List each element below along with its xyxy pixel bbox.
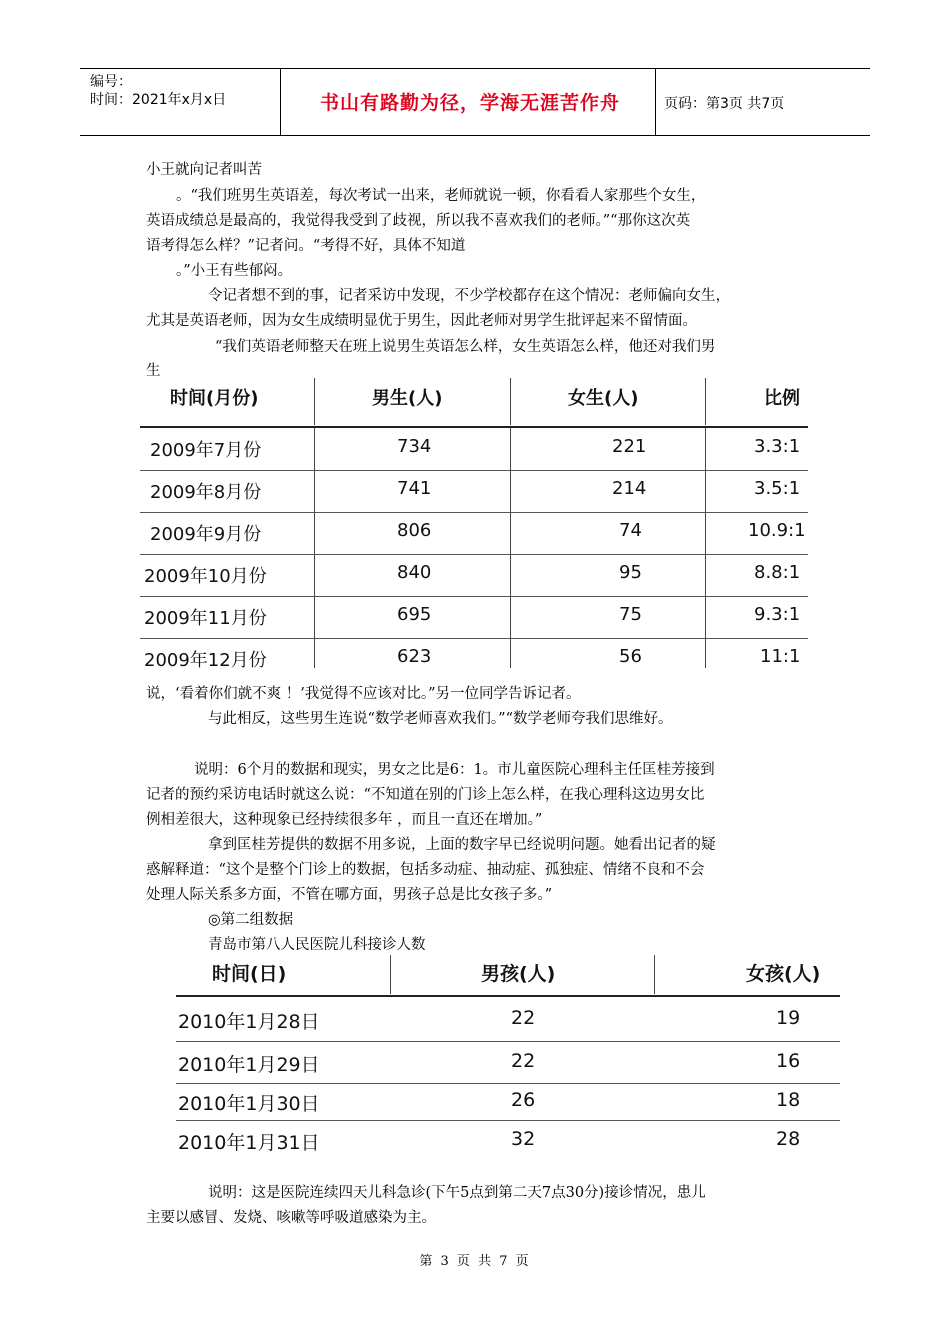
table-header-cell: 比例 bbox=[764, 388, 800, 409]
table-cell: 95 bbox=[619, 562, 642, 583]
table-cell: 2009年9月份 bbox=[150, 524, 262, 545]
table-cell: 16 bbox=[776, 1050, 801, 1072]
table-caption: 青岛市第八人民医院儿科接诊人数 bbox=[208, 937, 426, 953]
paragraph-line: 说明：这是医院连续四天儿科急诊(下午5点到第二天7点30分)接诊情况，患儿 bbox=[208, 1185, 706, 1201]
table-cell: 8.8:1 bbox=[754, 562, 801, 583]
table-row-rule bbox=[176, 1120, 840, 1121]
table-cell: 2009年8月份 bbox=[150, 482, 262, 503]
table-header-cell: 男孩(人) bbox=[481, 963, 556, 985]
header-top-rule bbox=[80, 68, 870, 69]
table-cell: 32 bbox=[511, 1128, 536, 1150]
table-cell: 26 bbox=[511, 1089, 536, 1111]
table-cell: 2009年12月份 bbox=[144, 650, 267, 671]
footer-page-number: 第 3 页 共 7 页 bbox=[419, 1254, 531, 1269]
table-cell: 734 bbox=[397, 436, 432, 457]
paragraph-line: 。“我们班男生英语差，每次考试一出来，老师就说一顿，你看看人家那些个女生， bbox=[176, 188, 706, 204]
paragraph-line: 例相差很大，这种现象已经持续很多年 ，而且一直还在增加。” bbox=[146, 812, 543, 828]
table-column-divider bbox=[510, 378, 511, 425]
table-cell: 75 bbox=[619, 604, 642, 625]
table-cell: 28 bbox=[776, 1128, 801, 1150]
paragraph-line: 主要以感冒、发烧、咳嗽等呼吸道感染为主。 bbox=[146, 1210, 436, 1226]
table-cell: 741 bbox=[397, 478, 432, 499]
table-column-divider bbox=[390, 955, 391, 994]
table-header-cell: 时间(日) bbox=[212, 963, 287, 985]
table-header-rule bbox=[140, 426, 808, 428]
table-cell: 2010年1月29日 bbox=[178, 1054, 320, 1076]
paragraph-line: 令记者想不到的事，记者采访中发现，不少学校都存在这个情况：老师偏向女生， bbox=[208, 288, 730, 304]
table-header-cell: 男生(人) bbox=[372, 388, 443, 409]
table-cell: 56 bbox=[619, 646, 642, 667]
table-column-divider bbox=[510, 428, 511, 668]
paragraph-line: 与此相反，这些男生连说“数学老师喜欢我们。”“数学老师夸我们思维好。 bbox=[208, 711, 673, 727]
table-cell: 74 bbox=[619, 520, 642, 541]
table-column-divider bbox=[314, 378, 315, 425]
table-cell: 2009年7月份 bbox=[150, 440, 262, 461]
paragraph-line: 生 bbox=[146, 363, 161, 379]
paragraph-line: 记者的预约采访电话时就这么说：“不知道在别的门诊上怎么样，在我心理科这边男女比 bbox=[146, 787, 705, 803]
table-row-rule bbox=[140, 470, 808, 471]
paragraph-line: “我们英语老师整天在班上说男生英语怎么样，女生英语怎么样，他还对我们男 bbox=[215, 339, 716, 355]
table-cell: 806 bbox=[397, 520, 432, 541]
table-row-rule bbox=[140, 638, 808, 639]
paragraph-line: 惑解释道：“这个是整个门诊上的数据，包括多动症、抽动症、孤独症、情绪不良和不会 bbox=[146, 862, 705, 878]
table-header-rule bbox=[176, 995, 840, 997]
table-row-rule bbox=[176, 1041, 840, 1042]
paragraph-line: 说明：6个月的数据和现实，男女之比是6：1。市儿童医院心理科主任匡桂芳接到 bbox=[194, 762, 715, 778]
table-cell: 22 bbox=[511, 1007, 536, 1029]
table-header-cell: 女生(人) bbox=[568, 388, 639, 409]
paragraph-line: 尤其是英语老师，因为女生成绩明显优于男生，因此老师对男学生批评起来不留情面。 bbox=[146, 313, 697, 329]
header-divider-right bbox=[655, 68, 656, 136]
table-cell: 9.3:1 bbox=[754, 604, 801, 625]
table-row-rule bbox=[176, 1083, 840, 1084]
table-row-rule bbox=[140, 554, 808, 555]
table-header-cell: 时间(月份) bbox=[170, 388, 259, 409]
paragraph-line: 说，‘看着你们就不爽 ！’我觉得不应该对比。”另一位同学告诉记者。 bbox=[146, 686, 581, 702]
table-cell: 10.9:1 bbox=[748, 520, 806, 541]
table-column-divider bbox=[654, 955, 655, 994]
table-cell: 18 bbox=[776, 1089, 801, 1111]
table-cell: 695 bbox=[397, 604, 432, 625]
table-cell: 2009年10月份 bbox=[144, 566, 267, 587]
table-cell: 3.5:1 bbox=[754, 478, 801, 499]
table-cell: 11:1 bbox=[760, 646, 801, 667]
table-header-cell: 女孩(人) bbox=[746, 963, 821, 985]
table-cell: 19 bbox=[776, 1007, 801, 1029]
table-cell: 214 bbox=[612, 478, 647, 499]
table-row-rule bbox=[140, 512, 808, 513]
table-cell: 840 bbox=[397, 562, 432, 583]
table-cell: 2010年1月28日 bbox=[178, 1011, 320, 1033]
paragraph-line: 英语成绩总是最高的，我觉得我受到了歧视，所以我不喜欢我们的老师。”“那你这次英 bbox=[146, 213, 691, 229]
paragraph-line: 。”小王有些郁闷。 bbox=[176, 263, 293, 279]
paragraph-line: 拿到匡桂芳提供的数据不用多说，上面的数字早已经说明问题。她看出记者的疑 bbox=[208, 837, 716, 853]
header-bottom-rule bbox=[80, 135, 870, 136]
paragraph-line: 处理人际关系多方面，不管在哪方面，男孩子总是比女孩子多。” bbox=[146, 887, 553, 903]
table-cell: 2009年11月份 bbox=[144, 608, 267, 629]
table-row-rule bbox=[140, 596, 808, 597]
paragraph-line: 小王就向记者叫苦 bbox=[146, 162, 262, 178]
header-divider-left bbox=[280, 68, 281, 136]
table-monthly-visits bbox=[140, 378, 820, 670]
table-column-divider bbox=[314, 428, 315, 668]
table-daily-visits bbox=[176, 955, 846, 1155]
table-cell: 221 bbox=[612, 436, 647, 457]
header-number-label: 编号： bbox=[90, 74, 132, 90]
table-column-divider bbox=[705, 378, 706, 425]
table-cell: 2010年1月31日 bbox=[178, 1132, 320, 1154]
table-cell: 2010年1月30日 bbox=[178, 1093, 320, 1115]
section-heading: ◎第二组数据 bbox=[208, 912, 294, 928]
header-date-label: 时间：2021年x月x日 bbox=[90, 92, 227, 108]
table-column-divider bbox=[705, 428, 706, 668]
header-motto: 书山有路勤为径，学海无涯苦作舟 bbox=[319, 92, 620, 114]
table-cell: 623 bbox=[397, 646, 432, 667]
header-page-label: 页码：第3页 共7页 bbox=[664, 96, 785, 112]
table-cell: 22 bbox=[511, 1050, 536, 1072]
paragraph-line: 语考得怎么样？”记者问。“考得不好，具体不知道 bbox=[146, 238, 466, 254]
table-cell: 3.3:1 bbox=[754, 436, 801, 457]
